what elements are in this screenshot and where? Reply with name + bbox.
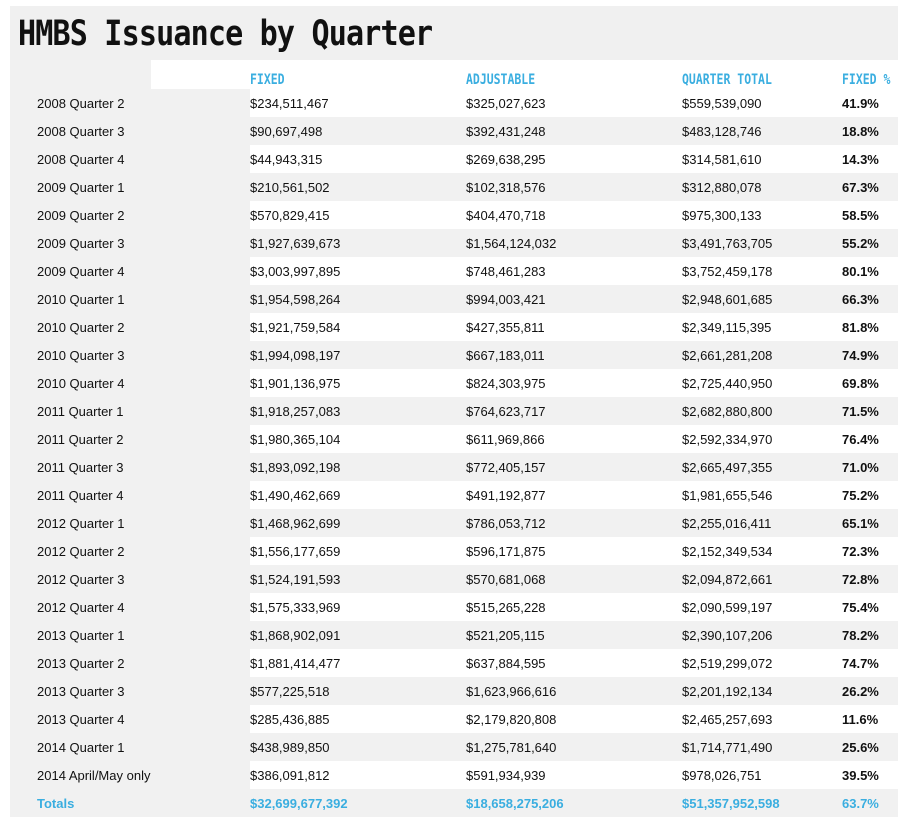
header-quarter-total: QUARTER TOTAL — [682, 72, 772, 88]
fixed-cell: $3,003,997,895 — [250, 263, 341, 279]
table-row — [10, 173, 898, 201]
fixed-cell: $1,893,092,198 — [250, 453, 466, 481]
fixed-cell: $1,954,598,264 — [250, 285, 466, 313]
totals-row — [10, 789, 898, 817]
period-cell: 2013 Quarter 2 — [10, 649, 250, 677]
fixed-percent-cell: 69.8% — [842, 375, 879, 391]
fixed-cell: $44,943,315 — [250, 151, 323, 167]
quarter-total-cell: $483,128,746 — [682, 117, 842, 145]
quarter-total-cell: $559,539,090 — [682, 95, 762, 111]
adjustable-cell: $269,638,295 — [466, 151, 546, 167]
period-cell: 2010 Quarter 1 — [10, 285, 250, 313]
fixed-cell: $1,921,759,584 — [250, 319, 341, 335]
fixed-cell: $32,699,677,392 — [250, 789, 466, 817]
fixed-percent-cell: 72.8% — [842, 565, 898, 593]
table-row — [10, 677, 898, 705]
quarter-total-cell: $2,725,440,950 — [682, 375, 773, 391]
period-cell: 2009 Quarter 3 — [10, 229, 250, 257]
fixed-percent-cell: 25.6% — [842, 733, 898, 761]
fixed-percent-cell: 55.2% — [842, 229, 898, 257]
fixed-percent-cell: 66.3% — [842, 285, 898, 313]
table-row — [10, 649, 898, 677]
fixed-cell: $1,524,191,593 — [250, 565, 466, 593]
adjustable-cell: $772,405,157 — [466, 453, 682, 481]
adjustable-cell: $102,318,576 — [466, 173, 682, 201]
fixed-cell: $1,927,639,673 — [250, 229, 466, 257]
period-cell: 2008 Quarter 3 — [10, 117, 250, 145]
fixed-cell: $234,511,467 — [250, 95, 329, 111]
period-cell: 2011 Quarter 3 — [10, 453, 250, 481]
fixed-cell: $577,225,518 — [250, 677, 466, 705]
fixed-percent-cell: 81.8% — [842, 319, 879, 335]
table-row — [10, 537, 898, 565]
fixed-cell: $1,918,257,083 — [250, 397, 466, 425]
fixed-cell: $1,468,962,699 — [250, 509, 466, 537]
header-adjustable: ADJUSTABLE — [466, 72, 536, 88]
table-row — [10, 621, 898, 649]
adjustable-cell: $994,003,421 — [466, 285, 682, 313]
period-cell: 2011 Quarter 2 — [10, 425, 250, 453]
table-row — [10, 481, 898, 509]
fixed-percent-cell: 76.4% — [842, 431, 879, 447]
fixed-percent-cell: 26.2% — [842, 677, 898, 705]
table-row — [10, 761, 898, 789]
quarter-total-cell: $978,026,751 — [682, 767, 762, 783]
adjustable-cell: $2,179,820,808 — [466, 711, 557, 727]
fixed-percent-cell: 58.5% — [842, 207, 879, 223]
period-cell: 2011 Quarter 4 — [10, 481, 250, 509]
quarter-total-cell: $2,665,497,355 — [682, 453, 842, 481]
adjustable-cell: $596,171,875 — [466, 543, 546, 559]
fixed-percent-cell: 14.3% — [842, 151, 879, 167]
table-row — [10, 593, 898, 621]
table-row — [10, 313, 898, 341]
fixed-percent-cell: 63.7% — [842, 789, 898, 817]
period-cell: 2010 Quarter 2 — [10, 313, 250, 341]
fixed-percent-cell: 18.8% — [842, 117, 898, 145]
table-row — [10, 453, 898, 481]
title-bar — [10, 6, 898, 60]
quarter-total-cell: $2,201,192,134 — [682, 677, 842, 705]
fixed-percent-cell: 67.3% — [842, 173, 898, 201]
period-cell: 2009 Quarter 2 — [10, 201, 250, 229]
adjustable-cell: $18,658,275,206 — [466, 789, 682, 817]
fixed-cell: $1,556,177,659 — [250, 543, 341, 559]
adjustable-cell: $1,564,124,032 — [466, 229, 682, 257]
fixed-cell: $285,436,885 — [250, 711, 330, 727]
table-row — [10, 285, 898, 313]
period-cell: 2013 Quarter 1 — [10, 621, 250, 649]
fixed-cell: $210,561,502 — [250, 173, 466, 201]
quarter-total-cell: $975,300,133 — [682, 207, 762, 223]
table-row — [10, 425, 898, 453]
table-row — [10, 89, 898, 117]
fixed-percent-cell: 71.5% — [842, 397, 898, 425]
table-row — [10, 341, 898, 369]
adjustable-cell: $1,275,781,640 — [466, 733, 682, 761]
fixed-percent-cell: 65.1% — [842, 509, 898, 537]
adjustable-cell: $1,623,966,616 — [466, 677, 682, 705]
adjustable-cell: $392,431,248 — [466, 117, 682, 145]
adjustable-cell: $611,969,866 — [466, 431, 545, 447]
fixed-cell: $90,697,498 — [250, 117, 466, 145]
period-cell: 2013 Quarter 3 — [10, 677, 250, 705]
period-cell: 2012 Quarter 3 — [10, 565, 250, 593]
period-cell: 2014 Quarter 1 — [10, 733, 250, 761]
header-period — [10, 60, 250, 89]
quarter-total-cell: $3,491,763,705 — [682, 229, 842, 257]
table-row — [10, 565, 898, 593]
fixed-percent-cell: 71.0% — [842, 453, 898, 481]
adjustable-cell: $786,053,712 — [466, 509, 682, 537]
fixed-cell: $1,575,333,969 — [250, 599, 341, 615]
period-cell: 2011 Quarter 1 — [10, 397, 250, 425]
adjustable-cell: $667,183,011 — [466, 341, 682, 369]
quarter-total-cell: $314,581,610 — [682, 151, 762, 167]
fixed-cell: $1,901,136,975 — [250, 375, 341, 391]
adjustable-cell: $764,623,717 — [466, 397, 682, 425]
quarter-total-cell: $3,752,459,178 — [682, 263, 773, 279]
table-row — [10, 509, 898, 537]
table-row — [10, 705, 898, 733]
period-cell: 2013 Quarter 4 — [10, 705, 250, 733]
period-cell: 2009 Quarter 4 — [10, 257, 250, 285]
fixed-percent-cell: 74.9% — [842, 341, 898, 369]
quarter-total-cell: $2,661,281,208 — [682, 341, 842, 369]
adjustable-cell: $404,470,718 — [466, 207, 546, 223]
adjustable-cell: $515,265,228 — [466, 599, 546, 615]
quarter-total-cell: $2,094,872,661 — [682, 565, 842, 593]
adjustable-cell: $521,205,115 — [466, 621, 682, 649]
quarter-total-cell: $2,592,334,970 — [682, 431, 773, 447]
fixed-cell: $1,490,462,669 — [250, 487, 341, 503]
period-cell: 2010 Quarter 3 — [10, 341, 250, 369]
adjustable-cell: $824,303,975 — [466, 375, 546, 391]
fixed-cell: $570,829,415 — [250, 207, 330, 223]
adjustable-cell: $427,355,811 — [466, 319, 545, 335]
fixed-percent-cell: 80.1% — [842, 263, 879, 279]
adjustable-cell: $325,027,623 — [466, 95, 546, 111]
page-title: HMBS Issuance by Quarter — [18, 14, 433, 54]
header-fixed: FIXED — [250, 72, 285, 88]
table-row — [10, 117, 898, 145]
fixed-cell: $1,980,365,104 — [250, 431, 341, 447]
fixed-cell: $1,994,098,197 — [250, 341, 466, 369]
fixed-cell: $1,868,902,091 — [250, 621, 466, 649]
fixed-percent-cell: 41.9% — [842, 95, 879, 111]
quarter-total-cell: $2,349,115,395 — [682, 319, 772, 335]
adjustable-cell: $591,934,939 — [466, 767, 546, 783]
period-cell: Totals — [10, 789, 250, 817]
quarter-total-cell: $312,880,078 — [682, 173, 842, 201]
issuance-table — [10, 60, 898, 817]
quarter-total-cell: $2,090,599,197 — [682, 599, 773, 615]
period-cell: 2008 Quarter 2 — [10, 89, 250, 117]
fixed-percent-cell: 74.7% — [842, 655, 879, 671]
quarter-total-cell: $51,357,952,598 — [682, 789, 842, 817]
header-fixed-percent: FIXED % — [842, 72, 891, 88]
period-cell: 2014 April/May only — [10, 761, 250, 789]
quarter-total-cell: $1,981,655,546 — [682, 487, 773, 503]
period-cell: 2009 Quarter 1 — [10, 173, 250, 201]
table-row — [10, 201, 898, 229]
period-cell: 2010 Quarter 4 — [10, 369, 250, 397]
adjustable-cell: $748,461,283 — [466, 263, 546, 279]
table-row — [10, 229, 898, 257]
table-row — [10, 257, 898, 285]
quarter-total-cell: $2,948,601,685 — [682, 285, 842, 313]
table-row — [10, 145, 898, 173]
fixed-percent-cell: 78.2% — [842, 621, 898, 649]
fixed-percent-cell: 11.6% — [842, 711, 879, 727]
table-row — [10, 397, 898, 425]
quarter-total-cell: $1,714,771,490 — [682, 733, 842, 761]
table-row — [10, 369, 898, 397]
quarter-total-cell: $2,152,349,534 — [682, 543, 773, 559]
quarter-total-cell: $2,465,257,693 — [682, 711, 773, 727]
period-cell: 2008 Quarter 4 — [10, 145, 250, 173]
quarter-total-cell: $2,255,016,411 — [682, 509, 842, 537]
period-cell: 2012 Quarter 2 — [10, 537, 250, 565]
adjustable-cell: $637,884,595 — [466, 655, 546, 671]
quarter-total-cell: $2,682,880,800 — [682, 397, 842, 425]
table-row — [10, 733, 898, 761]
header-row — [10, 60, 898, 89]
fixed-percent-cell: 75.4% — [842, 599, 879, 615]
adjustable-cell: $570,681,068 — [466, 565, 682, 593]
fixed-percent-cell: 72.3% — [842, 543, 879, 559]
quarter-total-cell: $2,390,107,206 — [682, 621, 842, 649]
fixed-cell: $386,091,812 — [250, 767, 330, 783]
fixed-cell: $438,989,850 — [250, 733, 466, 761]
period-cell: 2012 Quarter 1 — [10, 509, 250, 537]
fixed-percent-cell: 75.2% — [842, 487, 879, 503]
quarter-total-cell: $2,519,299,072 — [682, 655, 773, 671]
adjustable-cell: $491,192,877 — [466, 487, 546, 503]
period-cell: 2012 Quarter 4 — [10, 593, 250, 621]
fixed-percent-cell: 39.5% — [842, 767, 879, 783]
fixed-cell: $1,881,414,477 — [250, 655, 341, 671]
